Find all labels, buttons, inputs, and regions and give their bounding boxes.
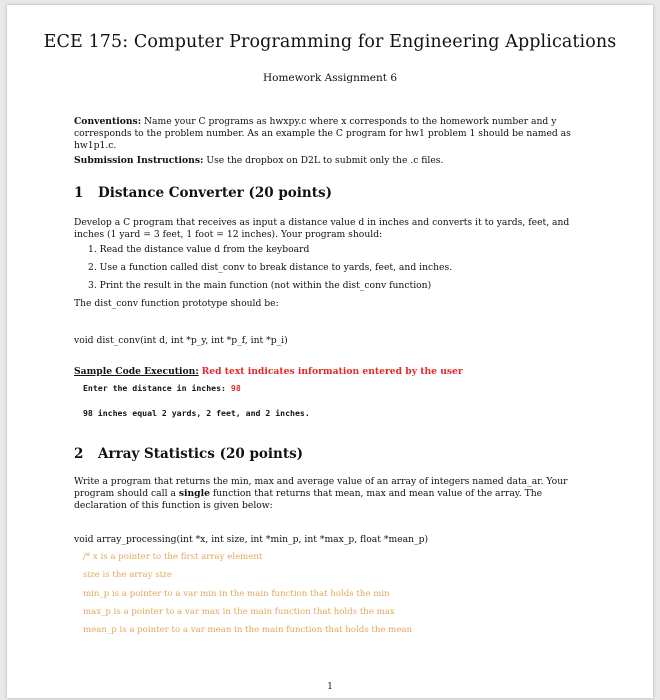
section-2-intro-a: Write a program that returns the min, max and average value of an array of integers named data_ar. Your program should call a [74, 476, 568, 499]
comment-line: mean_p is a pointer to a var mean in the main function that holds the mean [83, 625, 413, 636]
comment-line: /* x is a pointer to the first array element [83, 552, 263, 562]
section-1-heading [74, 185, 332, 201]
section-2-intro-bold: single [178, 488, 210, 499]
sample-execution-heading [74, 366, 594, 378]
section-1-body [74, 217, 594, 313]
submission-paragraph [74, 155, 594, 167]
sample-prompt-line [83, 383, 241, 393]
list-item: 1. Read the distance value d from the keyboard [88, 244, 310, 255]
document-title: ECE 175: Computer Programming for Engineering Applications [43, 32, 617, 52]
section-1-intro: Develop a C program that receives as input a distance value d in inches and converts it to yards, feet, and inches (1 yard = 3 feet, 1 foot = 12 inches). Your program should: [74, 217, 570, 240]
comment-line: size is the array size [83, 570, 173, 581]
conventions-label: Conventions: [74, 116, 142, 127]
document-page [7, 5, 653, 698]
conventions-paragraph [74, 116, 594, 152]
array-processing-prototype: void array_processing(int *x, int size, int *min_p, int *max_p, float *mean_p) [74, 534, 429, 545]
comment-line: min_p is a pointer to a var min in the main function that holds the min [83, 588, 390, 599]
list-item: 2. Use a function called dist_conv to break distance to yards, feet, and inches. [88, 262, 453, 273]
section-1-steps [88, 244, 594, 292]
sample-prompt: Enter the distance in inches: [83, 383, 231, 393]
section-1-number: 1 [74, 185, 84, 201]
section-1-title: Distance Converter (20 points) [98, 185, 332, 201]
section-2-intro [74, 476, 594, 512]
sample-label: Sample Code Execution: [74, 366, 199, 377]
section-2-title: Array Statistics (20 points) [98, 446, 304, 462]
sample-note: Red text indicates information entered by the user [201, 366, 463, 377]
page-number: 1 [327, 682, 333, 692]
section-2-heading [74, 446, 303, 462]
sample-output-line: 98 inches equal 2 yards, 2 feet, and 2 inches. [83, 408, 310, 418]
section-2-intro-b: function that returns that mean, max and mean value of the array. The declaration of this function is given below: [74, 488, 543, 511]
sample-user-input: 98 [230, 383, 241, 393]
list-item: 3. Print the result in the main function (not within the dist_conv function) [88, 280, 432, 291]
conventions-text: Name your C programs as hwxpy.c where x corresponds to the homework number and y corresponds to the problem number. As an example the C program for hw1 problem 1 should be named as hw1p1.c. [74, 116, 571, 151]
prototype-note: The dist_conv function prototype should be: [74, 298, 279, 309]
conventions-block [74, 116, 594, 170]
section-2-number: 2 [74, 446, 84, 462]
prototype-comments [83, 552, 412, 643]
dist-conv-prototype: void dist_conv(int d, int *p_y, int *p_f, int *p_i) [74, 335, 288, 346]
submission-text: Use the dropbox on D2L to submit only the .c files. [206, 155, 444, 166]
comment-line: max_p is a pointer to a var max in the main function that holds the max [83, 606, 395, 617]
submission-label: Submission Instructions: [74, 155, 204, 166]
document-subtitle: Homework Assignment 6 [262, 72, 398, 84]
